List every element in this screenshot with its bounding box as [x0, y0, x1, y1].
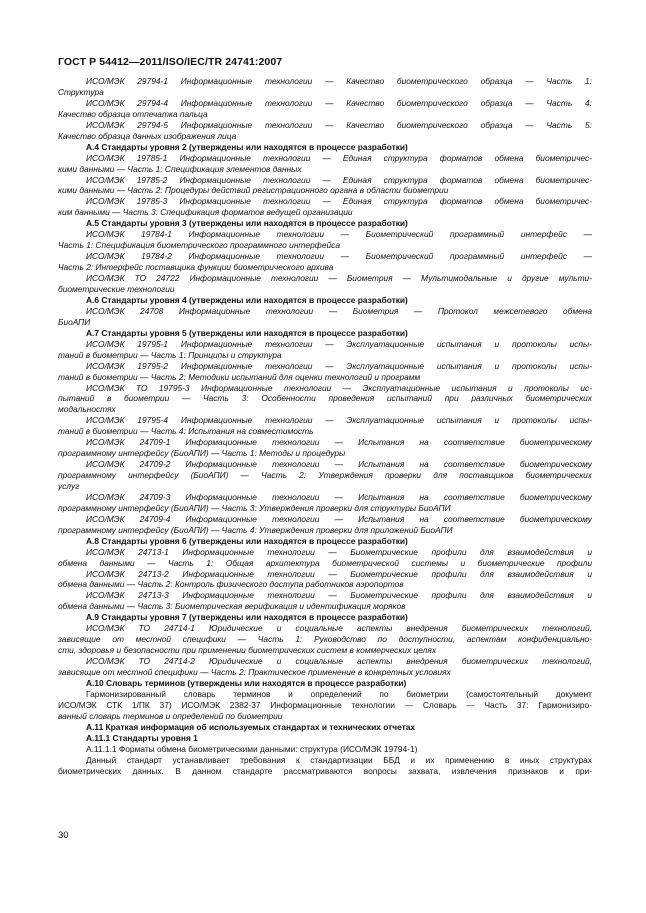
text-line: А.11.1 Стандарты уровня 1: [86, 732, 198, 743]
text-line: таний в биометрии — Часть 2: Методики испытаний для оценки технологий и программ: [58, 371, 421, 382]
text-line: Гармонизированный словарь терминов и определений по биометрии (самостоятельный документ: [86, 688, 592, 699]
text-line: ИСО/МЭК ТО 24714-1 Юридические и социальные аспекты внедрения биометрических технологий,: [86, 623, 592, 634]
text-line: ИСО/МЭК ТО 24722 Информационные технологии — Биометрия — Мультимодальные и другие мульти-: [86, 273, 592, 284]
text-line: А.11 Краткая информация об используемых стандартах и технических отчетах: [86, 721, 416, 732]
text-line: ИСО/МЭК 24709-4 Информационные технологии — Испытания на соответствие биометрическому: [86, 513, 592, 524]
text-line: модальностях: [58, 404, 116, 415]
text-line: А.4 Стандарты уровня 2 (утверждены или находятся в процессе разработки): [86, 141, 408, 152]
text-line: ИСО/МЭК 19795-4 Информационные технологии — Эксплуатационные испытания и протоколы испы-: [86, 415, 592, 426]
text-line: обмена данными — Часть 3: Биометрическая верификация и идентификация моряков: [58, 601, 406, 612]
text-line: ИСО/МЭК 19784-1 Информационные технологии — Биометрический программный интерфейс —: [86, 229, 592, 240]
page-number: 30: [58, 830, 69, 841]
text-line: Часть 1: Спецификация биометрического программного интерфейса: [58, 240, 340, 251]
text-line: А.11.1.1 Форматы обмена биометрическими данными: структура (ИСО/МЭК 19794-1): [86, 743, 418, 754]
text-line: ким данными — Часть 3: Спецификация форматов ведущей организации: [58, 207, 353, 218]
text-line: ИСО/МЭК 24713-3 Информационные технологии — Биометрические профили для взаимодействия и: [86, 590, 592, 601]
text-line: Качество образца данных изображения лица: [58, 130, 237, 141]
text-line: таний в биометрии — Часть 4: Испытания на совместимость: [58, 426, 314, 437]
text-line: ванный словарь терминов и определений по биометрии: [58, 710, 283, 721]
text-line: пытаний в биометрии — Часть 3: Особенности проведения испытаний при различных биометрических: [58, 393, 592, 404]
text-line: таний в биометрии — Часть 1: Принципы и структура: [58, 349, 282, 360]
text-line: ИСО/МЭК ТО 19795-3 Информационные технологии — Эксплуатационные испытания и протоколы ис-: [86, 382, 592, 393]
text-line: ИСО/МЭК 29794-4 Информационные технологии — Качество биометрического образца — Часть 4:: [86, 97, 592, 108]
text-line: сти, здоровья и безопасности при применении биометрических систем в коммерческих целях: [58, 645, 437, 656]
text-line: программному интерфейсу (БиоАПИ) — Часть 2: Утверждения проверки для поставщиков биометрических: [58, 470, 592, 481]
text-line: ИСО/МЭК 29794-1 Информационные технологии — Качество биометрического образца — Часть 1:: [86, 76, 592, 86]
text-line: обмена данными — Часть 1: Общая архитектура биометрической системы и биометрические профили: [58, 557, 592, 568]
text-line: программному интерфейсу (БиоАПИ) — Часть 3: Утверждения проверки для структуры БиоАПИ: [58, 502, 451, 513]
text-line: Данный стандарт устанавливает требования к стандартизации ББД и их применению в иных структурах: [86, 754, 592, 765]
text-line: ИСО/МЭК ТО 24714-2 Юридические и социальные аспекты внедрения биометрических технологий,: [86, 656, 592, 667]
text-line: Часть 2: Интерфейс поставщика функции биометрического архива: [58, 262, 334, 273]
text-line: ИСО/МЭК 19795-2 Информационные технологии — Эксплуатационные испытания и протоколы испы-: [86, 360, 592, 371]
text-line: зависящие от местной специфики — Часть 2: Практическое применение в конкретных условиях: [58, 667, 451, 678]
text-line: ИСО/МЭК 19785-2 Информационные технологии — Единая структура форматов обмена биометричес-: [86, 174, 592, 185]
text-line: услуг: [58, 480, 80, 491]
text-line: А.8 Стандарты уровня 6 (утверждены или находятся в процессе разработки): [86, 535, 408, 546]
text-line: обмена данными — Часть 2: Контроль физического доступа работников аэропортов: [58, 579, 404, 590]
text-line: ИСО/МЭК 19795-1 Информационные технологии — Эксплуатационные испытания и протоколы испы-: [86, 338, 592, 349]
text-line: ИСО/МЭК 24708 Информационные технологии — Биометрия — Протокол межсетевого обмена: [86, 305, 592, 316]
text-line: биометрические технологии: [58, 283, 175, 294]
text-line: ИСО/МЭК 19785-3 Информационные технологии — Единая структура форматов обмена биометричес-: [86, 196, 592, 207]
text-line: ИСО/МЭК 19785-1 Информационные технологии — Единая структура форматов обмена биометричес-: [86, 152, 592, 163]
text-line: биометрических данных. В данном стандарте рассматриваются вопросы захвата, извлечения признаков и при-: [58, 765, 592, 776]
document-body: [58, 76, 592, 777]
text-line: ИСО/МЭК 24713-2 Информационные технологии — Биометрические профили для взаимодействия и: [86, 568, 592, 579]
text-line: кими данными — Часть 2: Процедуры действий регистрационного органа в области биометрии: [58, 185, 449, 196]
text-line: ИСО/МЭК СТК 1/ПК 37) ИСО/МЭК 2382-37 Информационные технологии — Словарь — Часть 37: Гармонизиро-: [58, 699, 592, 710]
text-line: БиоАПИ: [58, 316, 91, 327]
text-line: программному интерфейсу (БиоАПИ) — Часть 1: Методы и процедуры: [58, 448, 346, 459]
text-line: ИСО/МЭК 24709-1 Информационные технологии — Испытания на соответствие биометрическому: [86, 437, 592, 448]
text-line: ИСО/МЭК 19784-2 Информационные технологии — Биометрический программный интерфейс —: [86, 251, 592, 262]
text-line: Качество образца отпечатка пальца: [58, 108, 208, 119]
text-line: ИСО/МЭК 24713-1 Информационные технологии — Биометрические профили для взаимодействия и: [86, 546, 592, 557]
text-line: А.5 Стандарты уровня 3 (утверждены или находятся в процессе разработки): [86, 218, 408, 229]
text-line: А.10 Словарь терминов (утверждены или находятся в процессе разработки): [86, 678, 407, 688]
text-line: ИСО/МЭК 29794-5 Информационные технологии — Качество биометрического образца — Часть 5:: [86, 119, 592, 130]
text-line: А.7 Стандарты уровня 5 (утверждены или находятся в процессе разработки): [86, 327, 408, 338]
text-line: А.9 Стандарты уровня 7 (утверждены или находятся в процессе разработки): [86, 612, 408, 623]
text-line: А.6 Стандарты уровня 4 (утверждены или находятся в процессе разработки): [86, 294, 408, 305]
text-line: кими данными — Часть 1: Спецификация элементов данных: [58, 163, 302, 174]
text-line: Структура: [58, 86, 104, 97]
text-line: ИСО/МЭК 24709-2 Информационные технологии — Испытания на соответствие биометрическому: [86, 459, 592, 470]
text-line: программному интерфейсу (БиоАПИ) — Часть 4: Утверждения проверки для приложений БиоАПИ: [58, 524, 453, 535]
document-header: ГОСТ Р 54412—2011/ISO/IEC/TR 24741:2007: [58, 56, 283, 68]
text-line: зависящие от местной специфики — Часть 1: Руководство по доступности, аспектам конфиденциально-: [58, 634, 592, 645]
text-line: ИСО/МЭК 24709-3 Информационные технологии — Испытания на соответствие биометрическому: [86, 491, 592, 502]
